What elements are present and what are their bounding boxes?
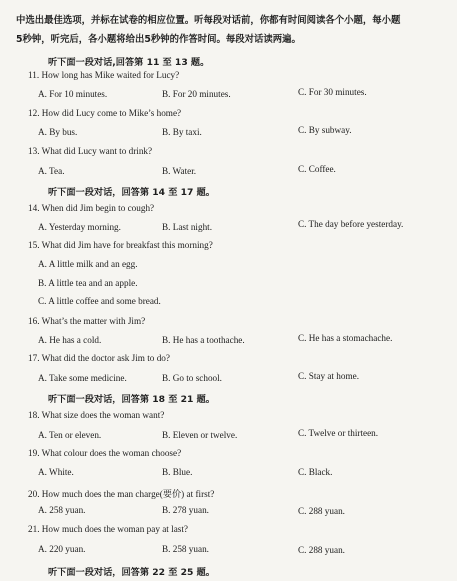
- question-20-option-c: C. 288 yuan.: [298, 506, 345, 516]
- section-header-22-25: 听下面一段对话，回答第 22 至 25 题。: [48, 567, 215, 578]
- question-11-option-c: C. For 30 minutes.: [298, 87, 367, 97]
- section-header-11-13: 听下面一段对话,回答第 11 至 13 题。: [48, 57, 210, 68]
- question-17-option-a: A. Take some medicine.: [38, 373, 127, 383]
- question-11-option-b: B. For 20 minutes.: [162, 89, 231, 99]
- question-17-option-b: B. Go to school.: [162, 373, 222, 383]
- question-19: 19. What colour does the woman choose?: [28, 448, 182, 458]
- question-21-option-a: A. 220 yuan.: [38, 544, 86, 554]
- question-13-option-c: C. Coffee.: [298, 164, 336, 174]
- question-21-option-c: C. 288 yuan.: [298, 545, 345, 555]
- question-13-option-b: B. Water.: [162, 166, 197, 176]
- question-11: 11. How long has Mike waited for Lucy?: [28, 70, 180, 80]
- question-20: 20. How much does the man charge(要价) at first?: [28, 489, 215, 499]
- question-15-option-a: A. A little milk and an egg.: [38, 259, 138, 269]
- question-13-option-a: A. Tea.: [38, 166, 65, 176]
- question-18-option-a: A. Ten or eleven.: [38, 430, 102, 440]
- question-19-option-c: C. Black.: [298, 467, 333, 477]
- question-12: 12. How did Lucy come to Mike’s home?: [28, 108, 182, 118]
- section-header-14-17: 听下面一段对话，回答第 14 至 17 题。: [48, 187, 215, 198]
- question-14-option-c: C. The day before yesterday.: [298, 219, 404, 229]
- question-19-option-a: A. White.: [38, 467, 74, 477]
- question-14-option-b: B. Last night.: [162, 222, 213, 232]
- question-18-option-c: C. Twelve or thirteen.: [298, 428, 379, 438]
- question-16-option-b: B. He has a toothache.: [162, 335, 245, 345]
- question-20-option-a: A. 258 yuan.: [38, 505, 86, 515]
- question-20-option-b: B. 278 yuan.: [162, 505, 209, 515]
- question-12-option-a: A. By bus.: [38, 127, 78, 137]
- question-17: 17. What did the doctor ask Jim to do?: [28, 353, 170, 363]
- question-15-option-c: C. A little coffee and some bread.: [38, 296, 161, 306]
- question-21: 21. How much does the woman pay at last?: [28, 524, 188, 534]
- section-header-18-21: 听下面一段对话，回答第 18 至 21 题。: [48, 394, 215, 405]
- question-18: 18. What size does the woman want?: [28, 410, 165, 420]
- question-12-option-b: B. By taxi.: [162, 127, 202, 137]
- question-18-option-b: B. Eleven or twelve.: [162, 430, 238, 440]
- question-16: 16. What’s the matter with Jim?: [28, 316, 146, 326]
- question-19-option-b: B. Blue.: [162, 467, 193, 477]
- question-12-option-c: C. By subway.: [298, 125, 352, 135]
- question-16-option-c: C. He has a stomachache.: [298, 333, 393, 343]
- instructions-line-1: 中选出最佳选项，并标在试卷的相应位置。听每段对话前，你都有时间阅读各个小题，每小题: [16, 15, 401, 26]
- question-17-option-c: C. Stay at home.: [298, 371, 359, 381]
- question-13: 13. What did Lucy want to drink?: [28, 146, 153, 156]
- question-14-option-a: A. Yesterday morning.: [38, 222, 121, 232]
- question-21-option-b: B. 258 yuan.: [162, 544, 209, 554]
- instructions-line-2: 5秒钟，听完后，各小题将给出5秒钟的作答时间。每段对话读两遍。: [16, 34, 301, 45]
- question-15-option-b: B. A little tea and an apple.: [38, 278, 138, 288]
- question-14: 14. When did Jim begin to cough?: [28, 203, 155, 213]
- question-11-option-a: A. For 10 minutes.: [38, 89, 108, 99]
- question-16-option-a: A. He has a cold.: [38, 335, 102, 345]
- question-15: 15. What did Jim have for breakfast this morning?: [28, 240, 213, 250]
